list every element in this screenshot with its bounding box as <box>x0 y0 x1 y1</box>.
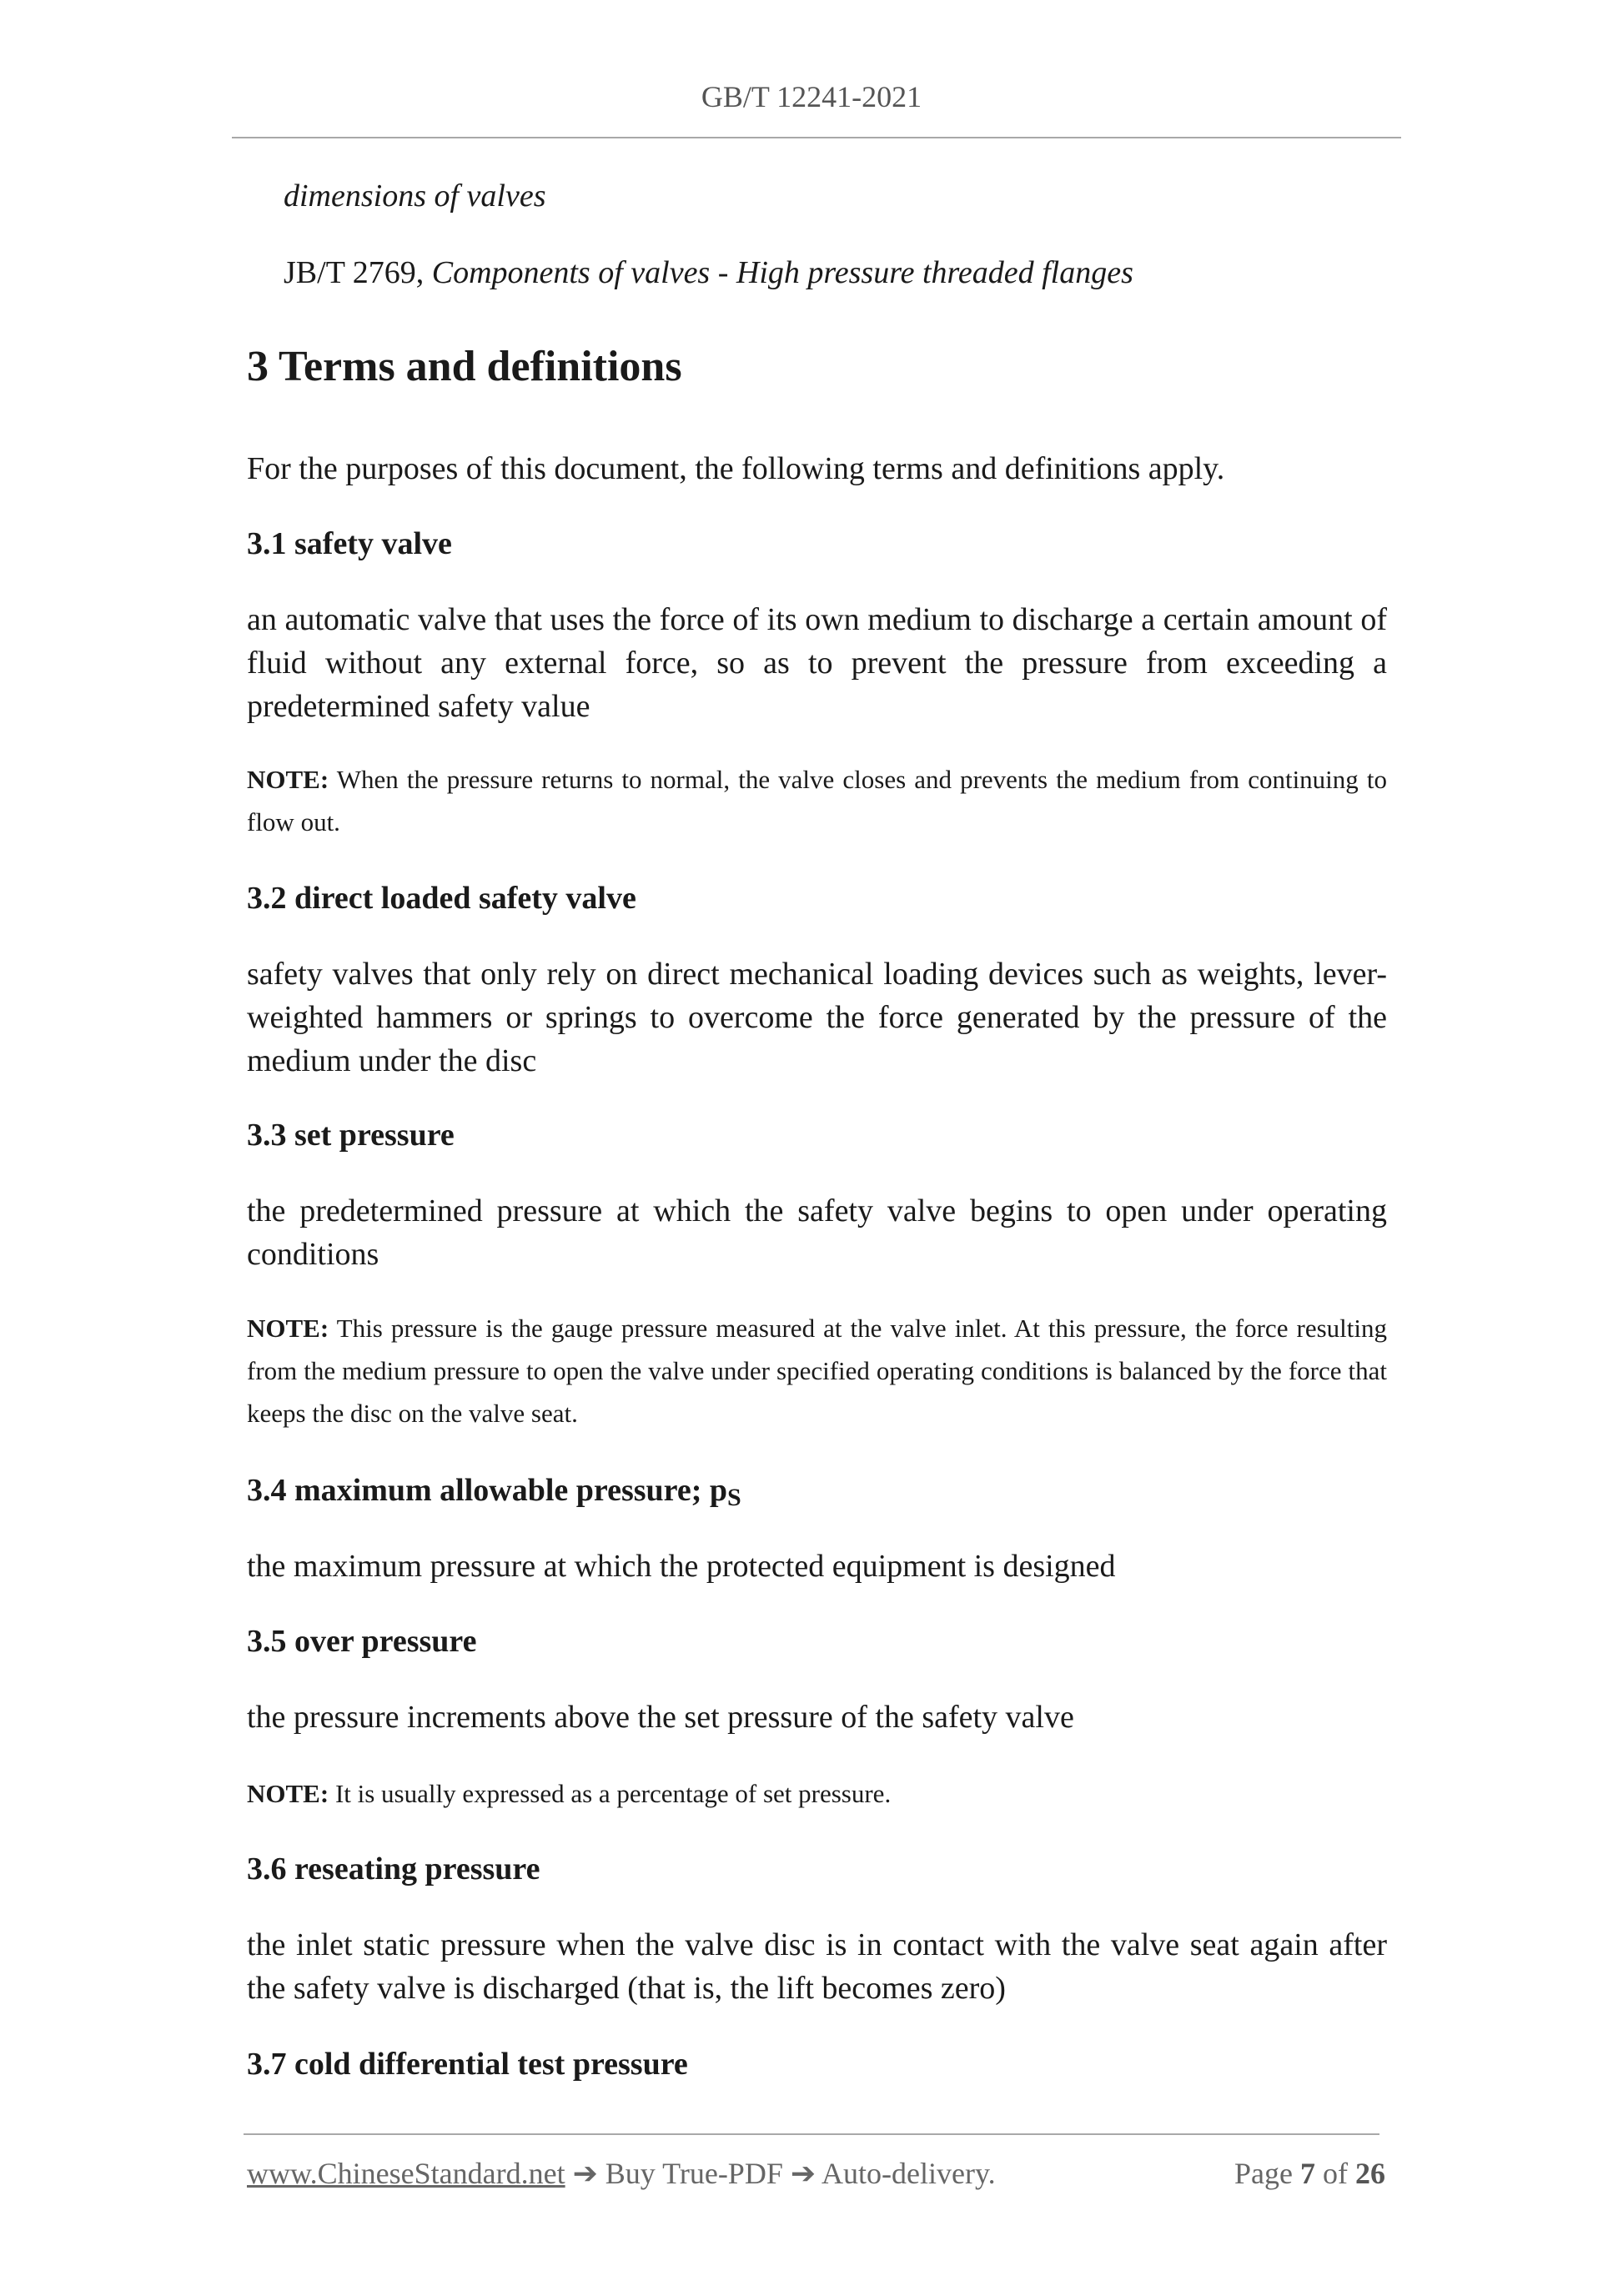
reference-continuation <box>284 175 546 217</box>
reference-code: JB/T 2769, <box>284 255 432 290</box>
note-text: When the pressure returns to normal, the valve closes and prevents the medium from continuing to flow out. <box>247 765 1387 837</box>
reference-title: Components of valves - High pressure threaded flanges <box>431 255 1133 290</box>
note-text: It is usually expressed as a percentage of set pressure. <box>329 1779 892 1808</box>
note-label: NOTE: <box>247 765 329 794</box>
note-text: This pressure is the gauge pressure measured at the valve inlet. At this pressure, the force resulting from the medium pressure to open the valve under specified operating conditions is balanced by the force that keeps the disc on the valve seat. <box>247 1314 1387 1428</box>
term-3-4-title <box>247 1470 1387 1519</box>
term-3-3-definition: the predetermined pressure at which the safety valve begins to open under operating conditions <box>247 1193 1387 1272</box>
term-3-6-definition: the inlet static pressure when the valve disc is in contact with the valve seat again after the safety valve is discharged (that is, the lift becomes zero) <box>247 1927 1387 2006</box>
term-3-4-title-text: 3.4 maximum allowable pressure; p <box>247 1473 727 1508</box>
page-indicator <box>1234 2156 1385 2191</box>
note-label: NOTE: <box>247 1314 329 1343</box>
term-3-5-title: 3.5 over pressure <box>247 1624 477 1659</box>
term-3-4-subscript: S <box>727 1484 741 1511</box>
footer-buy-text: Buy True-PDF <box>605 2157 783 2190</box>
term-3-1-note <box>247 758 1387 843</box>
term-3-1-title: 3.1 safety valve <box>247 526 452 561</box>
page-total: 26 <box>1355 2157 1385 2190</box>
term-3-2-definition: safety valves that only rely on direct mechanical loading devices such as weights, lever-weighted hammers or springs to overcome the force generated by the pressure of the medium under the disc <box>247 957 1387 1078</box>
term-3-1-definition: an automatic valve that uses the force of its own medium to discharge a certain amount of fluid without any external force, so as to prevent the pressure from exceeding a predetermined safety value <box>247 602 1387 724</box>
reference-title: dimensions of valves <box>284 178 546 214</box>
note-label: NOTE: <box>247 1779 329 1808</box>
footer-delivery-text: Auto-delivery. <box>822 2157 996 2190</box>
section-intro: For the purposes of this document, the following terms and definitions apply. <box>247 451 1225 486</box>
term-3-5-definition: the pressure increments above the set pressure of the safety valve <box>247 1700 1074 1735</box>
arrow-right-icon: ➔ <box>782 2157 822 2190</box>
arrow-right-icon: ➔ <box>565 2157 605 2190</box>
term-3-4-definition: the maximum pressure at which the protected equipment is designed <box>247 1549 1116 1584</box>
term-3-7-title: 3.7 cold differential test pressure <box>247 2047 688 2082</box>
page-number: 7 <box>1300 2157 1315 2190</box>
page-label: Page <box>1234 2157 1300 2190</box>
reference-item <box>284 252 1133 294</box>
term-3-5-note <box>247 1772 1387 1815</box>
page-of-label: of <box>1315 2157 1355 2190</box>
header-divider <box>232 137 1401 138</box>
term-3-2-title: 3.2 direct loaded safety valve <box>247 881 636 916</box>
footer-divider <box>244 2133 1379 2135</box>
section-heading: 3 Terms and definitions <box>247 343 682 390</box>
term-3-3-note <box>247 1307 1387 1434</box>
footer <box>247 2156 1385 2191</box>
footer-website-link[interactable]: www.ChineseStandard.net <box>247 2157 565 2190</box>
term-3-3-title: 3.3 set pressure <box>247 1118 455 1153</box>
header-title: GB/T 12241-2021 <box>701 80 922 113</box>
term-3-6-title: 3.6 reseating pressure <box>247 1851 540 1887</box>
